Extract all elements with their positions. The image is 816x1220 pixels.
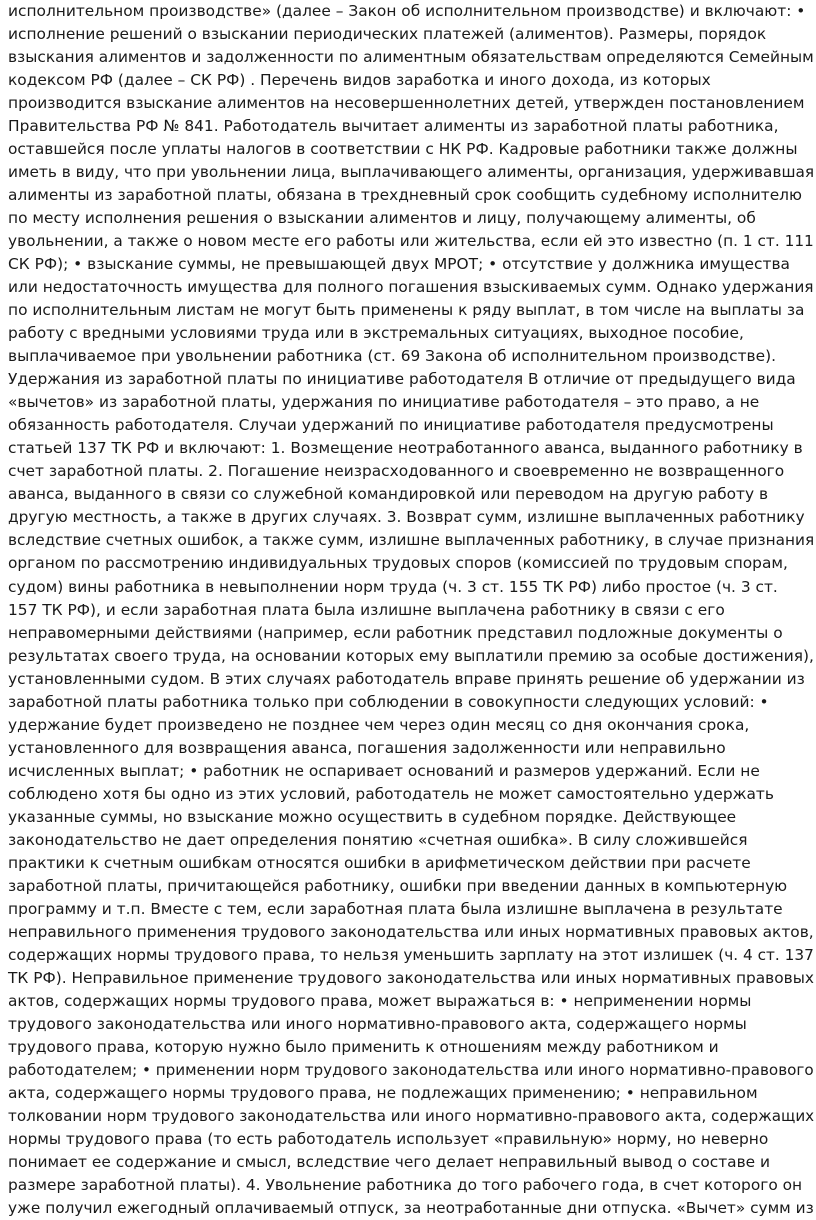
- text-line: оставшейся после уплаты налогов в соответствии с НК РФ. Кадровые работники также должны: [8, 140, 798, 159]
- text-line: заработной платы, причитающейся работнику, ошибки при введении данных в компьютерную: [8, 876, 788, 895]
- text-line: статьей 137 ТК РФ и включают: 1. Возмещение неотработанного аванса, выданного работнику в: [8, 439, 803, 458]
- text-line: аванса, выданного в связи со служебной командировкой или переводом на другую работу в: [8, 485, 769, 504]
- text-line: Удержания из заработной платы по инициативе работодателя В отличие от предыдущего вида: [8, 370, 796, 389]
- text-line: исчисленных выплат; • работник не оспаривает оснований и размеров удержаний. Если не: [8, 761, 760, 780]
- text-line: обязанность работодателя. Случаи удержаний по инициативе работодателя предусмотрены: [8, 416, 774, 435]
- text-line: программу и т.п. Вместе с тем, если заработная плата была излишне выплачена в результате: [8, 899, 783, 918]
- text-line: содержащих нормы трудового права, то нельзя уменьшить зарплату на этот излишек (ч. 4 ст. 137: [8, 945, 814, 964]
- text-line: заработной платы работника только при соблюдении в совокупности следующих условий: •: [8, 692, 769, 711]
- text-line: работодателем; • применении норм трудового законодательства или иного нормативно-правового: [8, 1060, 814, 1079]
- text-line: понимает ее содержание и смысл, вследствие чего делает неправильный вывод о составе и: [8, 1153, 771, 1171]
- text-line: или недостаточность имущества для полного погашения взыскиваемых сумм. Однако удержания: [8, 278, 814, 297]
- text-line: уже получил ежегодный оплачиваемый отпуск, за неотработанные дни отпуска. «Вычет» сумм из: [8, 1199, 814, 1218]
- text-line: трудового права, которую нужно было применить к отношениям между работником и: [8, 1037, 719, 1056]
- text-line: указанные суммы, но взыскание можно осуществить в судебном порядке. Действующее: [8, 807, 737, 826]
- text-line: выплачиваемое при увольнении работника (ст. 69 Закона об исполнительном производстве).: [8, 347, 776, 366]
- text-line: акта, содержащего нормы трудового права, не подлежащих применению; • неправильном: [8, 1083, 758, 1102]
- text-line: практики к счетным ошибкам относятся ошибки в арифметическом действии при расчете: [8, 853, 751, 872]
- text-line: кодексом РФ (далее – СК РФ) . Перечень видов заработка и иного дохода, из которых: [8, 71, 711, 90]
- text-line: другую местность, а также в других случаях. 3. Возврат сумм, излишне выплаченных работнику: [8, 508, 805, 527]
- text-line: соблюдено хотя бы одно из этих условий, работодатель не может самостоятельно удержать: [8, 784, 774, 803]
- text-line: Правительства РФ № 841. Работодатель вычитает алименты из заработной платы работника,: [8, 117, 779, 136]
- text-line: алименты из заработной платы, обязана в трехдневный срок сообщить судебному исполнителю: [8, 186, 802, 205]
- text-line: актов, содержащих нормы трудового права, может выражаться в: • неприменении нормы: [8, 991, 752, 1010]
- text-line: по месту исполнения решения о взыскании алиментов и лицу, получающему алименты, об: [8, 209, 756, 228]
- text-line: законодательство не дает определения понятию «счетная ошибка». В силу сложившейся: [8, 830, 748, 849]
- text-line: трудового законодательства или иного нормативно-правового акта, содержащего нормы: [8, 1014, 747, 1033]
- text-line: счет заработной платы. 2. Погашение неизрасходованного и своевременно не возвращенного: [8, 462, 785, 481]
- text-line: толковании норм трудового законодательства или иного нормативно-правового акта, содержащих: [8, 1106, 815, 1125]
- text-line: «вычетов» из заработной платы, удержания по инициативе работодателя – это право, а не: [8, 393, 760, 412]
- text-line: вследствие счетных ошибок, а также сумм, излишне выплаченных работнику, в случае признания: [8, 531, 815, 550]
- text-line: увольнении, а также о новом месте его работы или жительства, если ей это известно (п. 1 ст. 111: [8, 232, 814, 251]
- text-line: судом) вины работника в невыполнении норм труда (ч. 3 ст. 155 ТК РФ) либо простое (ч. 3 ст.: [8, 577, 778, 596]
- text-line: неправомерными действиями (например, если работник представил подложные документы о: [8, 623, 783, 642]
- text-line: результатах своего труда, на основании которых ему выплатили премию за особые достижения),: [8, 646, 814, 665]
- text-line: производится взыскание алиментов на несовершеннолетних детей, утвержден постановлением: [8, 94, 805, 113]
- text-line: органом по рассмотрению индивидуальных трудовых споров (комиссией по трудовым спорам,: [8, 554, 788, 573]
- text-line: ТК РФ). Неправильное применение трудового законодательства или иных нормативных правовых: [8, 968, 814, 987]
- text-line: СК РФ); • взыскание суммы, не превышающей двух МРОТ; • отсутствие у должника имущества: [8, 255, 790, 274]
- text-line: исполнение решений о взыскании периодических платежей (алиментов). Размеры, порядок: [8, 25, 767, 44]
- text-line: установленного для возвращения аванса, погашения задолженности или неправильно: [8, 738, 726, 757]
- text-line: удержание будет произведено не позднее чем через один месяц со дня окончания срока,: [8, 715, 750, 734]
- text-line: работу с вредными условиями труда или в экстремальных ситуациях, выходное пособие,: [8, 324, 744, 343]
- text-line: иметь в виду, что при увольнении лица, выплачивающего алименты, организация, удерживавшая: [8, 163, 815, 182]
- text-line: взыскания алиментов и задолженности по алиментным обязательствам определяются Семейным: [8, 48, 814, 67]
- text-line: нормы трудового права (то есть работодатель использует «правильную» норму, но неверно: [8, 1129, 769, 1148]
- text-line: неправильного применения трудового законодательства или иных нормативных правовых актов,: [8, 922, 814, 941]
- text-line: установленными судом. В этих случаях работодатель вправе принять решение об удержании из: [8, 669, 805, 688]
- text-line: 157 ТК РФ), и если заработная плата была излишне выплачена работнику в связи с его: [8, 600, 725, 619]
- text-line: размере заработной платы). 4. Увольнение работника до того рабочего года, в счет которого он: [8, 1176, 803, 1195]
- text-line: исполнительном производстве» (далее – Закон об исполнительном производстве) и включают: •: [8, 2, 806, 20]
- text-line: по исполнительным листам не могут быть применены к ряду выплат, в том числе на выплаты за: [8, 301, 805, 320]
